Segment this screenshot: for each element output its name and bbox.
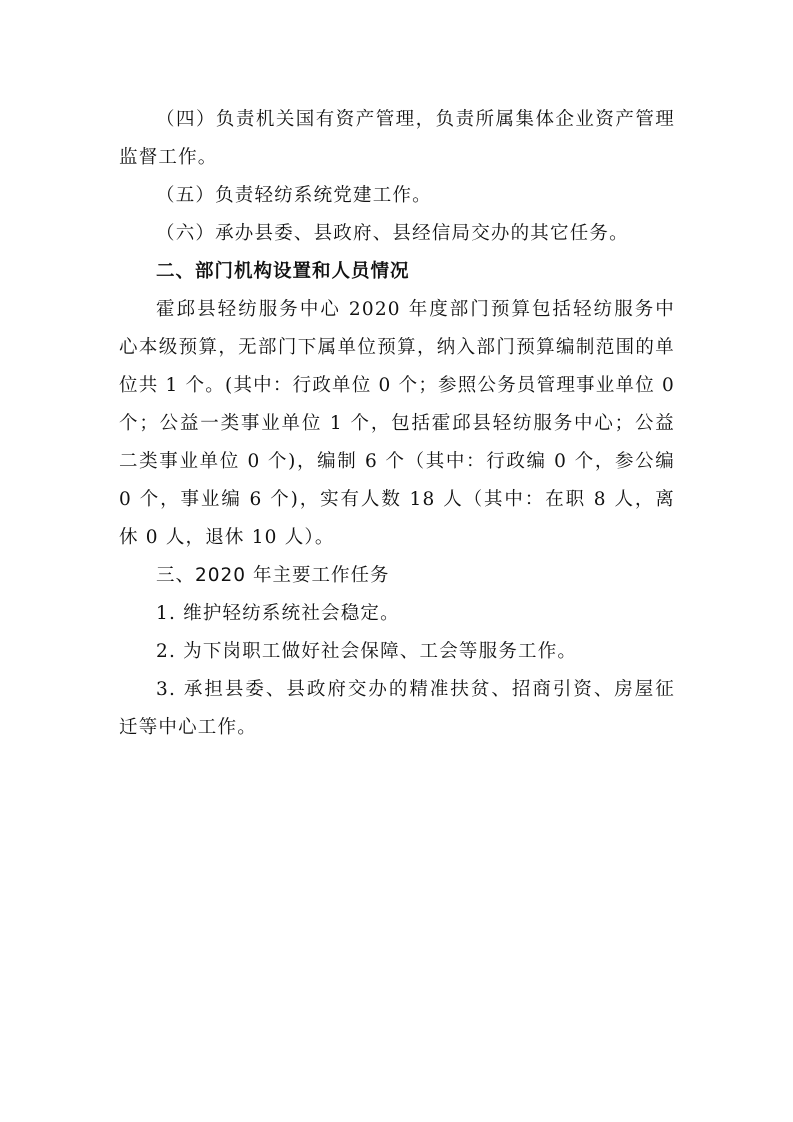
document-body bbox=[119, 101, 675, 747]
task-item-2: 2. 为下岗职工做好社会保障、工会等服务工作。 bbox=[156, 641, 578, 662]
paragraph-organization-details: 霍邱县轻纺服务中心 2020 年度部门预算包括轻纺服务中心本级预算，无部门下属单位预算，纳入部门预算编制范围的单位共 1 个。(其中：行政单位 0 个；参照公务员管理事业单位 0 个；公益一类事业单位 1 个，包括霍邱县轻纺服务中心；公益二类事业单位 0 个)，编制 6 个（其中：行政编 0 个，参公编 0 个，事业编 6 个)，实有人数 18 人（其中：在职 8 人，离休 0 人，退休 10 人）。 bbox=[119, 299, 675, 548]
paragraph-duty-4: （四）负责机关国有资产管理，负责所属集体企业资产管理监督工作。 bbox=[119, 109, 675, 168]
paragraph-duty-6: （六）承办县委、县政府、县经信局交办的其它任务。 bbox=[156, 223, 629, 244]
paragraph-duty-5: （五）负责轻纺系统党建工作。 bbox=[156, 185, 432, 206]
section-heading-tasks: 三、2020 年主要工作任务 bbox=[156, 565, 390, 586]
task-item-3: 3. 承担县委、县政府交办的精准扶贫、招商引资、房屋征迁等中心工作。 bbox=[119, 679, 675, 738]
task-item-1: 1. 维护轻纺系统社会稳定。 bbox=[156, 603, 400, 624]
section-heading-organization: 二、部门机构设置和人员情况 bbox=[156, 261, 410, 282]
